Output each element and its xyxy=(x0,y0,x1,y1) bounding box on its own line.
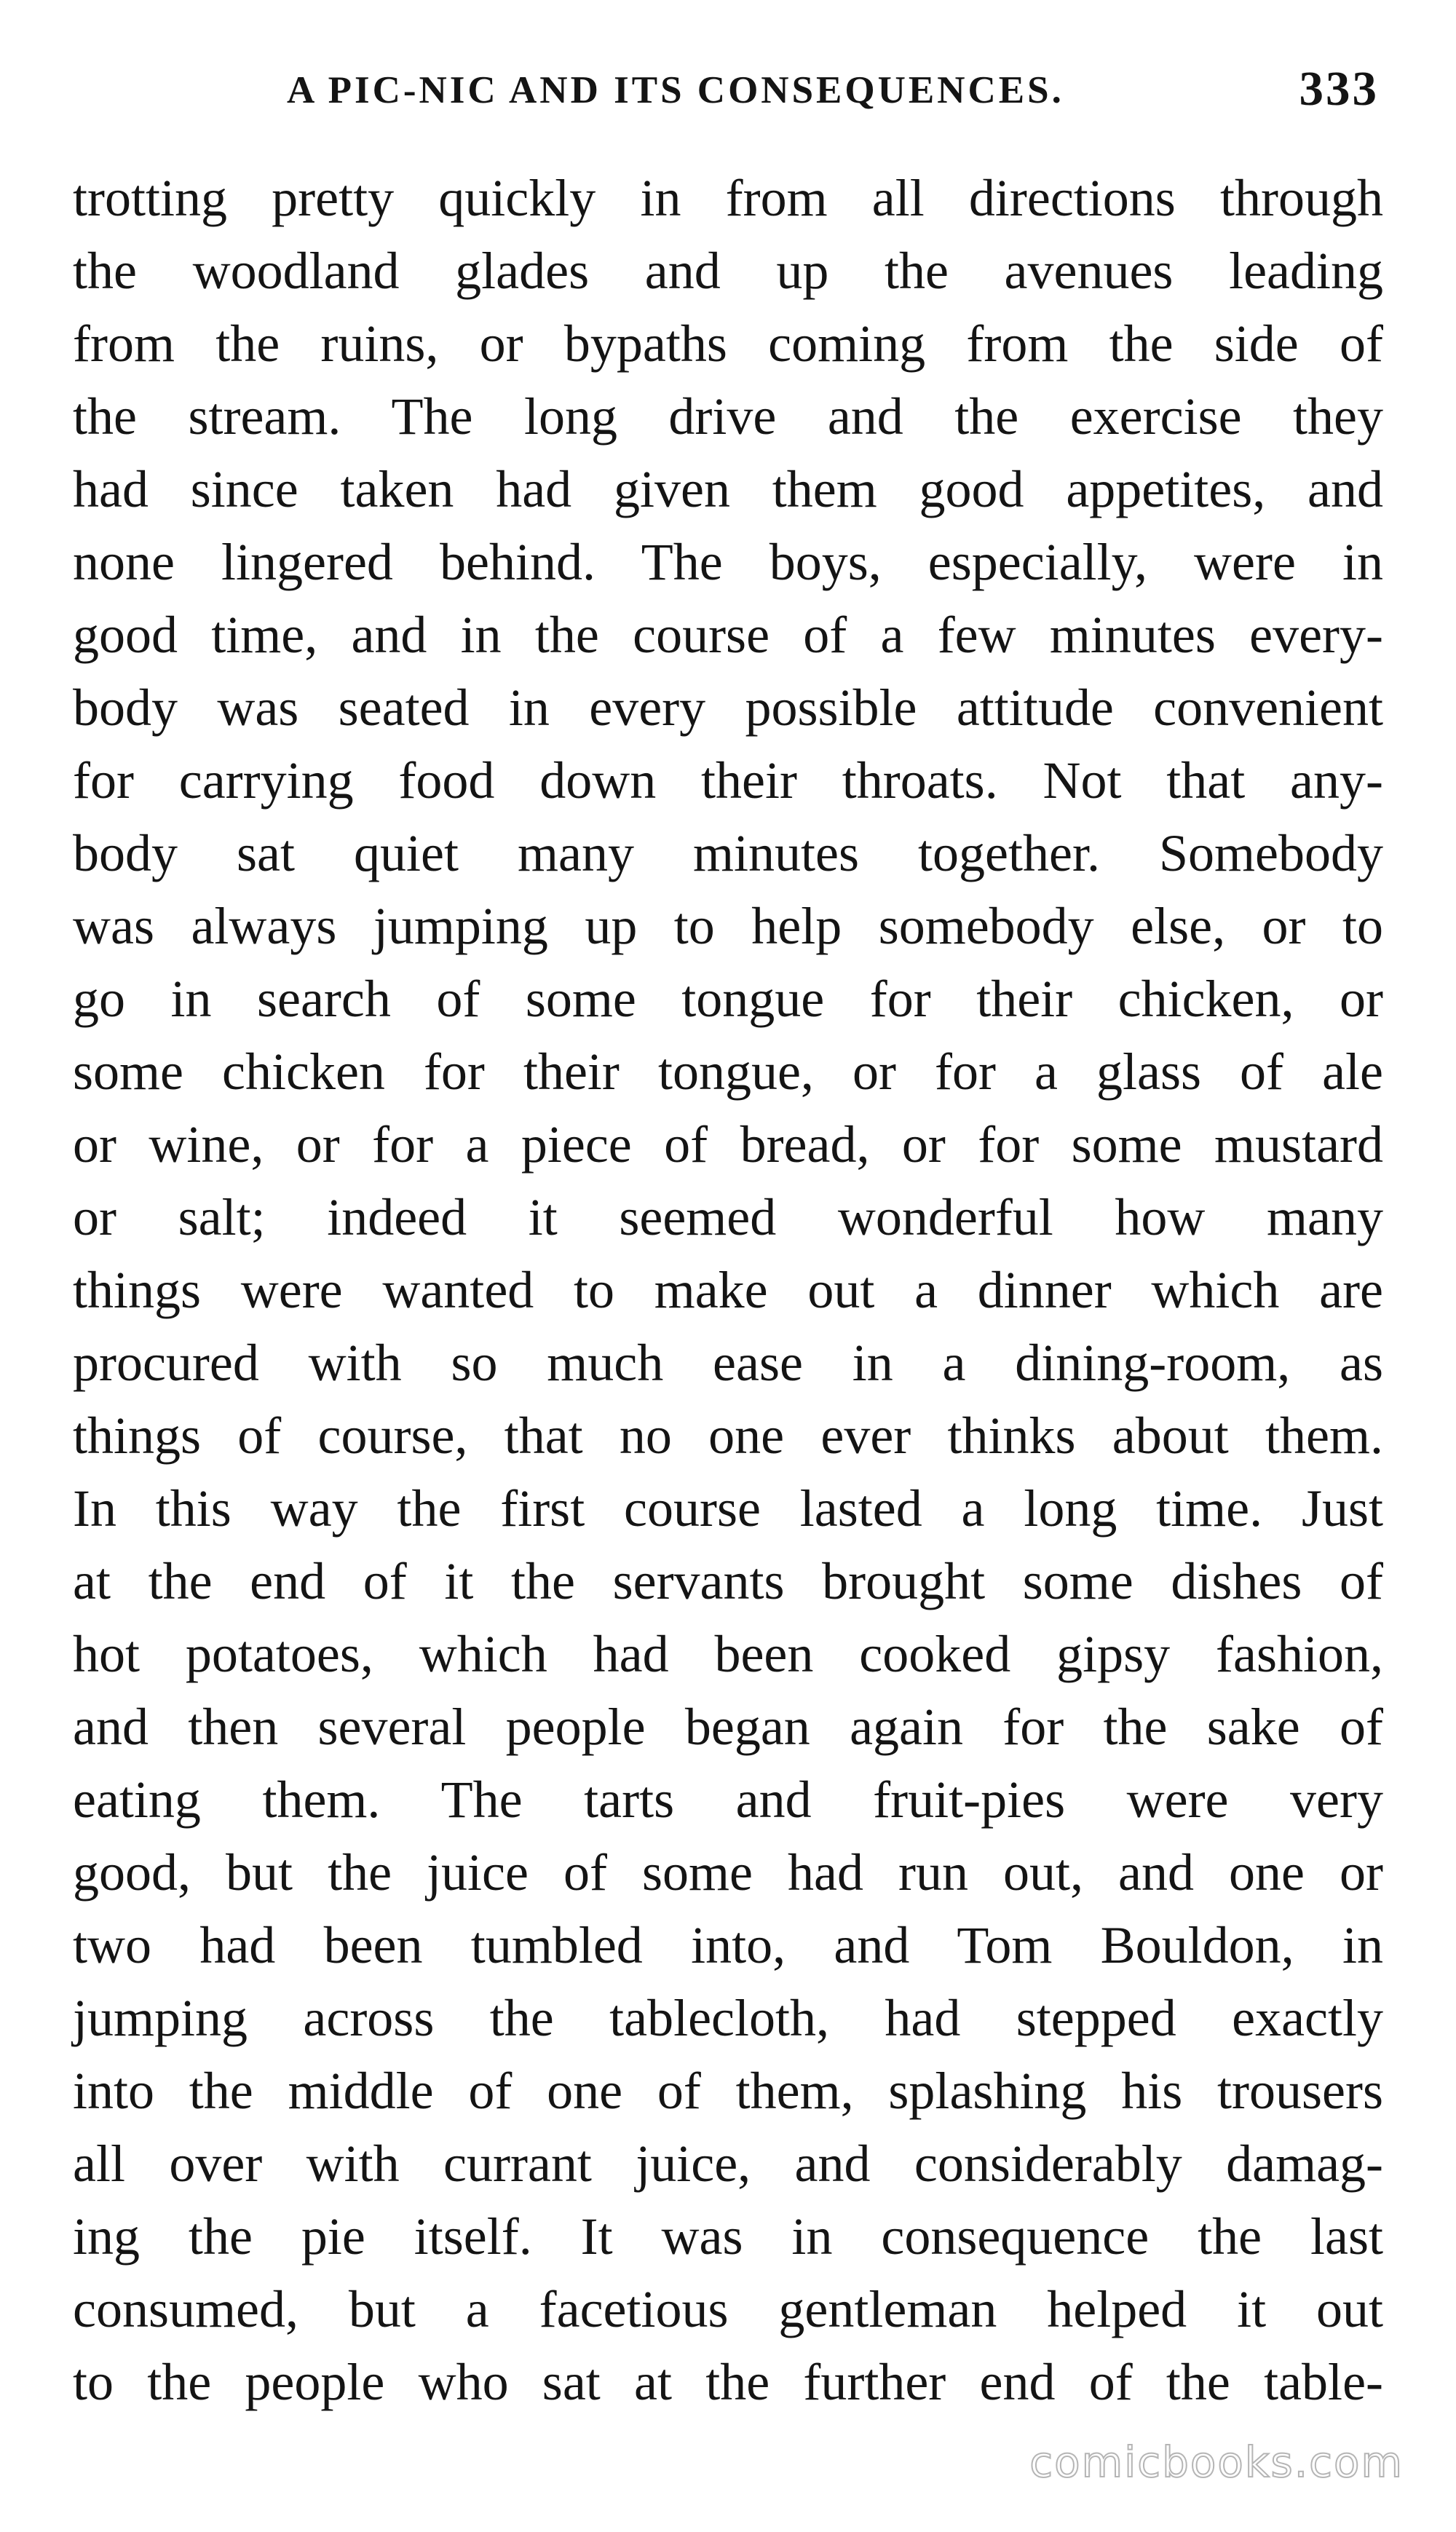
text-line: into the middle of one of them, splashing his trousers xyxy=(73,2062,1383,2120)
text-line: for carrying food down their throats. Not that any- xyxy=(73,751,1383,810)
text-line: none lingered behind. The boys, especially, were in xyxy=(73,533,1383,591)
text-line: at the end of it the servants brought some dishes of xyxy=(73,1552,1383,1610)
text-line: the stream. The long drive and the exercise they xyxy=(73,387,1383,446)
text-line: consumed, but a facetious gentleman helped it out xyxy=(73,2280,1383,2338)
text-line: things were wanted to make out a dinner which are xyxy=(73,1261,1383,1319)
text-line: ing the pie itself. It was in consequence the last xyxy=(73,2207,1383,2266)
body-text xyxy=(73,162,1383,2418)
running-head xyxy=(73,61,1383,141)
text-line: body was seated in every possible attitude convenient xyxy=(73,679,1383,737)
watermark: comicbooks.com xyxy=(1029,2437,1404,2487)
page-number: 333 xyxy=(1299,62,1379,116)
text-line: body sat quiet many minutes together. Somebody xyxy=(73,824,1383,882)
text-line: things of course, that no one ever thinks about them. xyxy=(73,1407,1383,1465)
text-line: In this way the first course lasted a long time. Just xyxy=(73,1479,1383,1538)
text-line: hot potatoes, which had been cooked gipsy fashion, xyxy=(73,1625,1383,1683)
text-line: procured with so much ease in a dining-room, as xyxy=(73,1334,1383,1392)
text-line: or salt; indeed it seemed wonderful how many xyxy=(73,1188,1383,1246)
text-line: two had been tumbled into, and Tom Bouldon, in xyxy=(73,1916,1383,1974)
text-line: and then several people began again for the sake of xyxy=(73,1698,1383,1756)
text-line: or wine, or for a piece of bread, or for some mustard xyxy=(73,1115,1383,1174)
text-line: was always jumping up to help somebody else, or to xyxy=(73,897,1383,955)
text-line: the woodland glades and up the avenues leading xyxy=(73,242,1383,300)
text-line: some chicken for their tongue, or for a glass of ale xyxy=(73,1043,1383,1101)
text-line: good, but the juice of some had run out, and one or xyxy=(73,1843,1383,1902)
text-line: trotting pretty quickly in from all directions through xyxy=(73,169,1383,227)
text-line: eating them. The tarts and fruit-pies were very xyxy=(73,1771,1383,1829)
text-line: all over with currant juice, and considerably damag- xyxy=(73,2135,1383,2193)
text-line: to the people who sat at the further end of the table- xyxy=(73,2353,1383,2411)
text-line: jumping across the tablecloth, had stepped exactly xyxy=(73,1989,1383,2047)
text-line: from the ruins, or bypaths coming from the side of xyxy=(73,314,1383,373)
text-line: good time, and in the course of a few minutes every- xyxy=(73,606,1383,664)
running-head-title: A PIC-NIC AND ITS CONSEQUENCES. xyxy=(287,69,1064,111)
text-line: had since taken had given them good appetites, and xyxy=(73,460,1383,518)
text-line: go in search of some tongue for their chicken, or xyxy=(73,970,1383,1028)
